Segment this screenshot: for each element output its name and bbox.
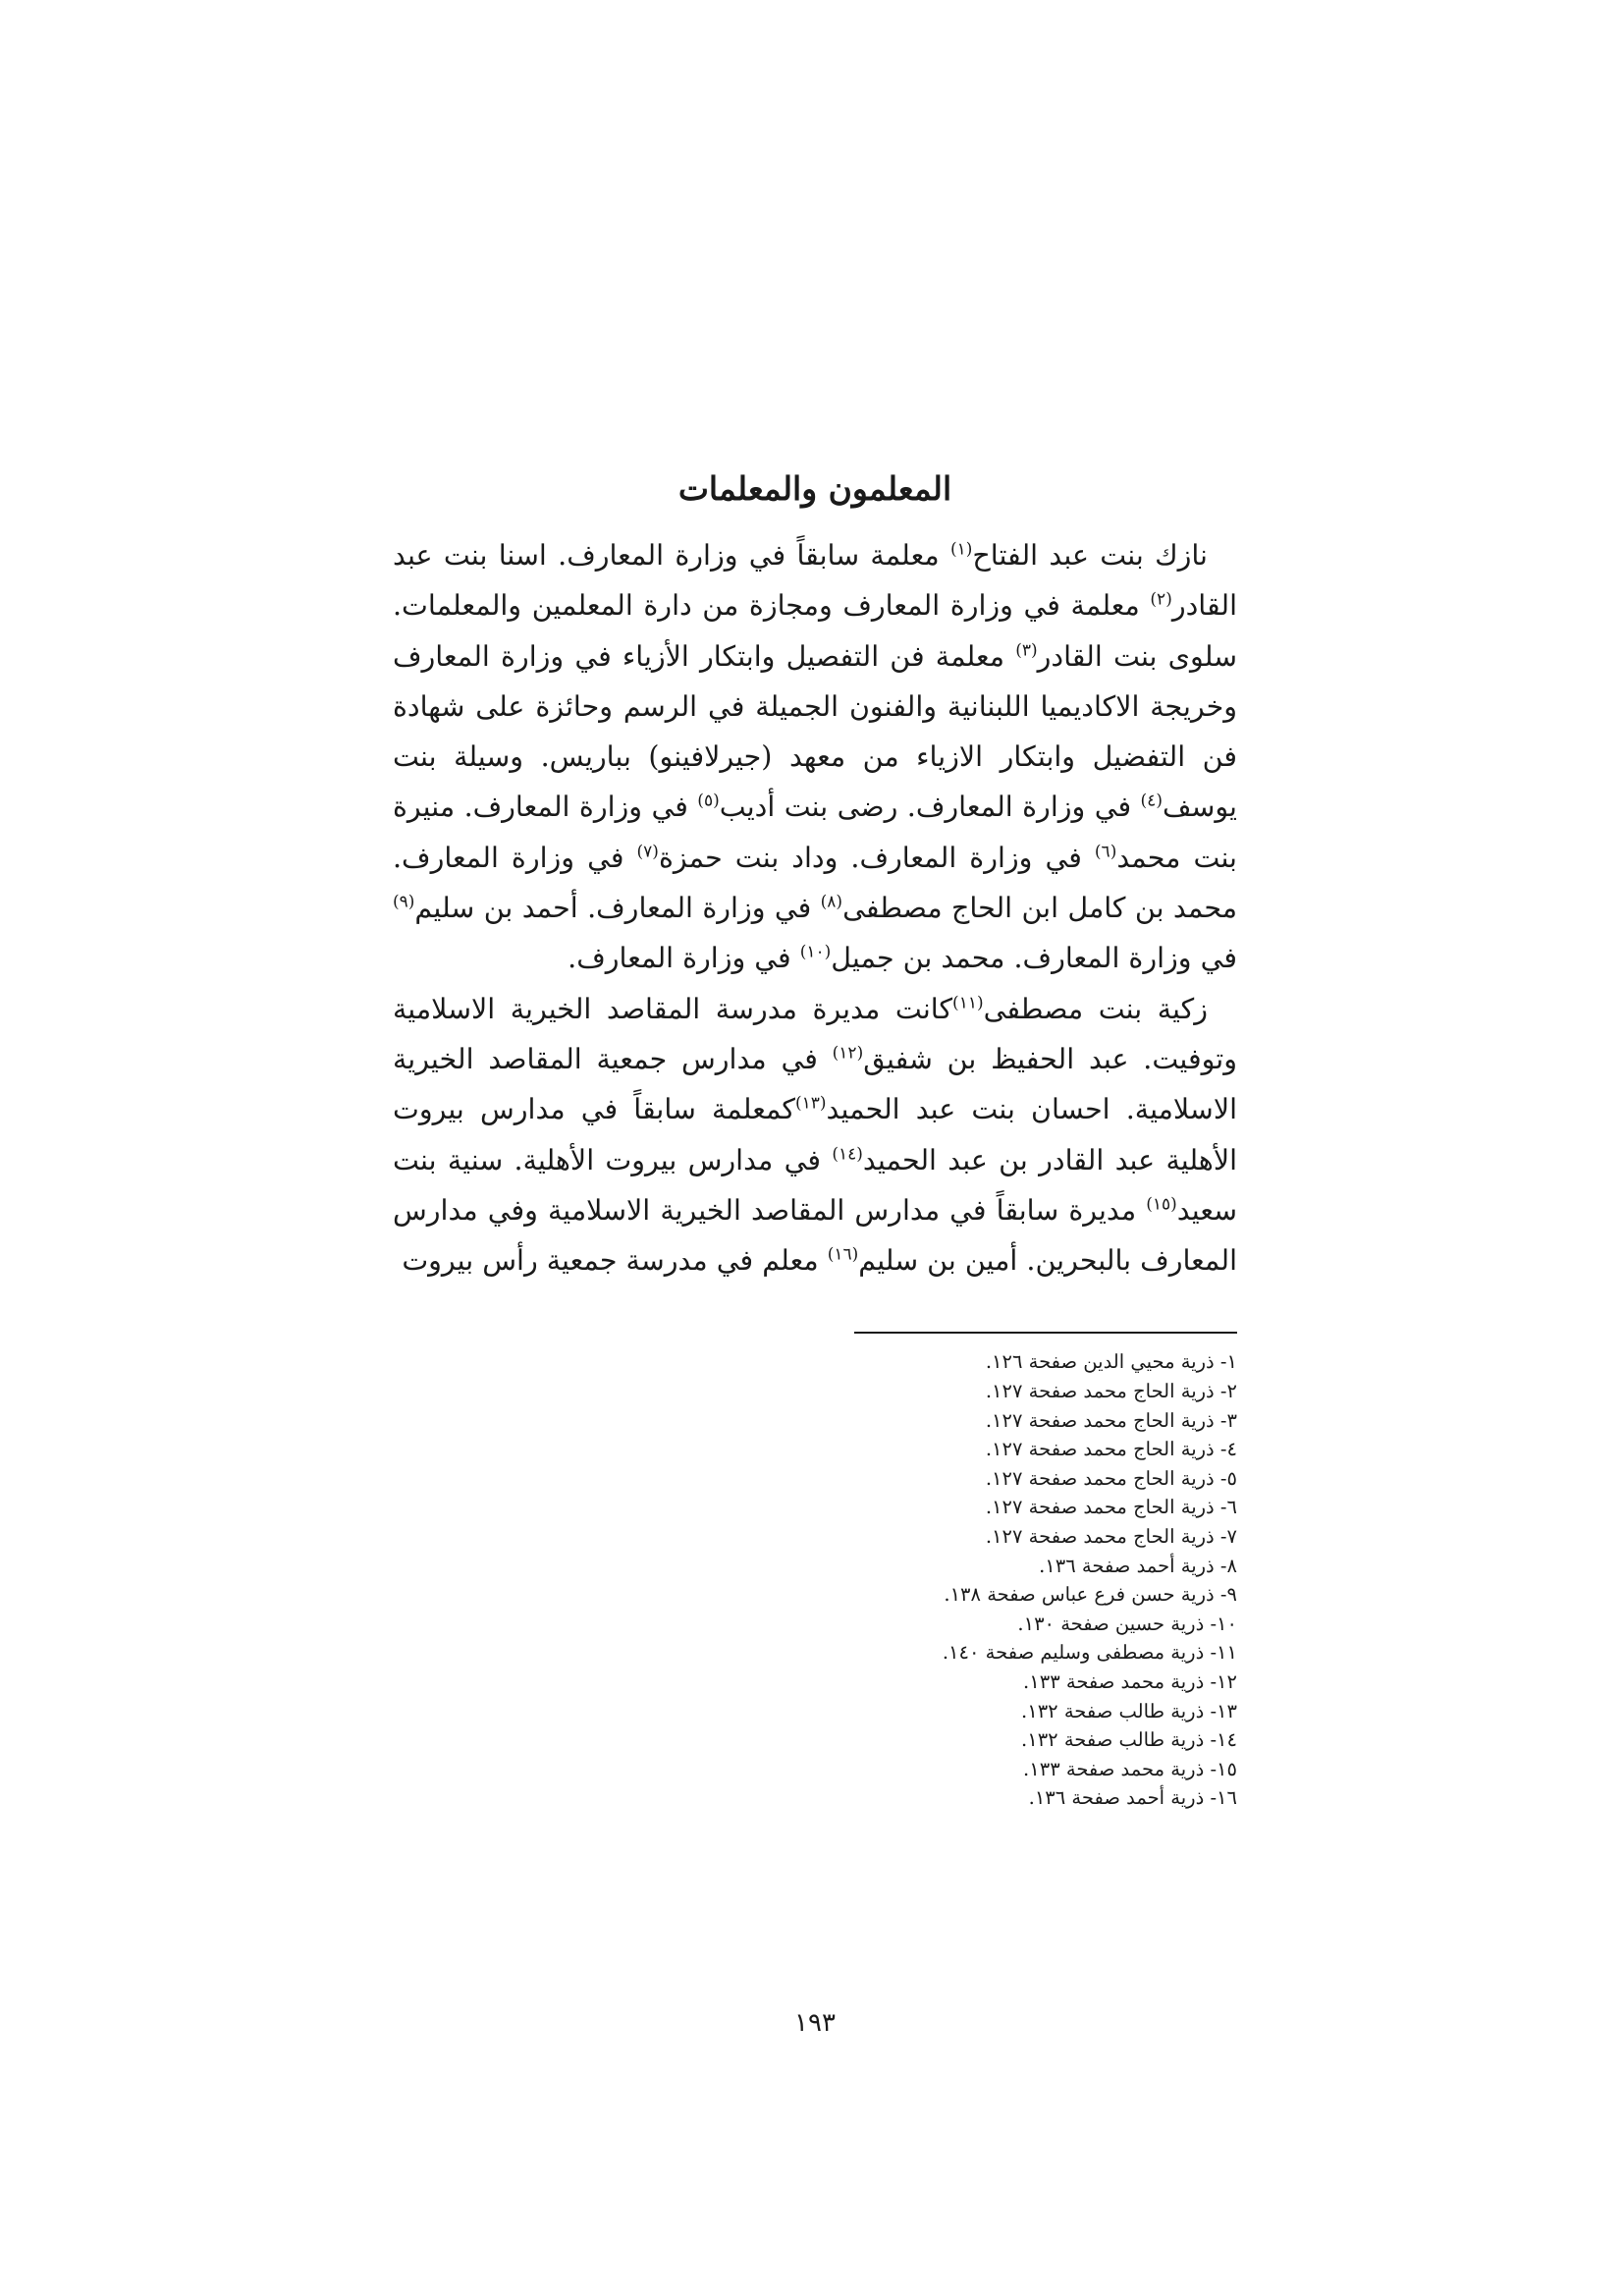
footnote-item: ٨- ذرية أحمد صفحة ١٣٦. xyxy=(1039,1554,1237,1577)
footnote-marker: (١٤) xyxy=(832,1144,863,1165)
footnote-marker: (٧) xyxy=(636,842,659,862)
footnote-item: ١٤- ذرية طالب صفحة ١٣٢. xyxy=(1021,1728,1237,1752)
footnote-item: ١٦- ذرية أحمد صفحة ١٣٦. xyxy=(1028,1786,1237,1810)
footnote-marker: (٢) xyxy=(1150,589,1172,610)
footnote-marker: (٨) xyxy=(820,892,843,912)
footnote-marker: (١٥) xyxy=(1146,1194,1177,1215)
footnote-item: ١٠- ذرية حسين صفحة ١٣٠. xyxy=(1017,1612,1237,1635)
footnote-marker: (٤) xyxy=(1140,791,1163,811)
body-paragraph-2: زكية بنت مصطفى$^{(١١)}$كانت مديرة مدرسة المقاصد الخيرية الاسلامية وتوفيت. عبد الحفيظ بن شفيق$^{(١٢)}$ في مدارس جمعية المقاصد الخيرية الاسلامية. احسان بنت عبد الحميد$^{(١٣)}$كمعلمة سابقاً في مدارس بيروت الأهلية عبد القادر بن عبد الحميد$^{(١٤)}$ في مدارس بيروت الأهلية. سنية بنت سعيد$^{(١٥)}$ مديرة سابقاً في مدارس المقاصد الخيرية الاسلامية وفي مدارس المعارف بالبحرين. أمين بن سليم$^{(١٦)}$ معلم في مدرسة جمعية رأس بيروت xyxy=(393,992,1238,1278)
document-page xyxy=(393,462,1237,2229)
footnote-item: ١٥- ذرية محمد صفحة ١٣٣. xyxy=(1023,1757,1237,1780)
footnote-marker: (١٦) xyxy=(827,1244,859,1265)
footnote-item: ٦- ذرية الحاج محمد صفحة ١٢٧. xyxy=(985,1496,1237,1519)
footnote-marker: (١٢) xyxy=(832,1043,864,1064)
section-title: المعلمون والمعلمات xyxy=(677,469,952,508)
body-paragraph-1: نازك بنت عبد الفتاح$^{(١)}$ معلمة سابقاً في وزارة المعارف. اسنا بنت عبد القادر$^{(٢)}$ معلمة في وزارة المعارف ومجازة من دارة المعلمين والمعلمات. سلوى بنت القادر$^{(٣)}$ معلمة فن التفصيل وابتكار الأزياء في وزارة المعارف وخريجة الاكاديميا اللبنانية والفنون الجميلة في الرسم وحائزة على شهادة فن التفضيل وابتكار الازياء من معهد (جيرلافينو) بباريس. وسيلة بنت يوسف$^{(٤)}$ في وزارة المعارف. رضى بنت أديب$^{(٥)}$ في وزارة المعارف. منيرة بنت محمد$^{(٦)}$ في وزارة المعارف. وداد بنت حمزة$^{(٧)}$ في وزارة المعارف. محمد بن كامل ابن الحاج مصطفى$^{(٨)}$ في وزارة المعارف. أحمد بن سليم$^{(٩)}$ في وزارة المعارف. محمد بن جميل$^{(١٠)}$ في وزارة المعارف. xyxy=(393,539,1238,975)
footnote-item: ٤- ذرية الحاج محمد صفحة ١٢٧. xyxy=(985,1438,1237,1461)
footnote-item: ١١- ذرية مصطفى وسليم صفحة ١٤٠. xyxy=(942,1641,1237,1665)
footnote-marker: (٣) xyxy=(1015,640,1038,661)
footnote-item: ١- ذرية محيي الدين صفحة ١٢٦. xyxy=(985,1350,1237,1374)
footnote-item: ١٣- ذرية طالب صفحة ١٣٢. xyxy=(1021,1699,1237,1722)
footnote-marker: (٩) xyxy=(393,892,415,912)
footnote-marker: (١٣) xyxy=(795,1093,827,1114)
footnote-marker: (٥) xyxy=(697,791,720,811)
footnote-item: ٧- ذرية الحاج محمد صفحة ١٢٧. xyxy=(985,1525,1237,1549)
footnote-marker: (٦) xyxy=(1094,842,1117,862)
footnotes-list xyxy=(825,1347,1237,1813)
footnote-item: ١٢- ذرية محمد صفحة ١٣٣. xyxy=(1023,1669,1237,1693)
footnote-item: ٩- ذرية حسن فرع عباس صفحة ١٣٨. xyxy=(944,1583,1237,1607)
footnote-marker: (١١) xyxy=(952,993,984,1013)
footnote-item: ٣- ذرية الحاج محمد صفحة ١٢٧. xyxy=(985,1408,1237,1432)
page-number: ١٩٣ xyxy=(794,2008,836,2038)
footnote-item: ٢- ذرية الحاج محمد صفحة ١٢٧. xyxy=(985,1380,1237,1403)
footnote-item: ٥- ذرية الحاج محمد صفحة ١٢٧. xyxy=(985,1466,1237,1490)
footnote-marker: (١٠) xyxy=(799,942,832,962)
footnote-separator xyxy=(854,1332,1237,1334)
footnote-marker: (١) xyxy=(949,539,973,560)
